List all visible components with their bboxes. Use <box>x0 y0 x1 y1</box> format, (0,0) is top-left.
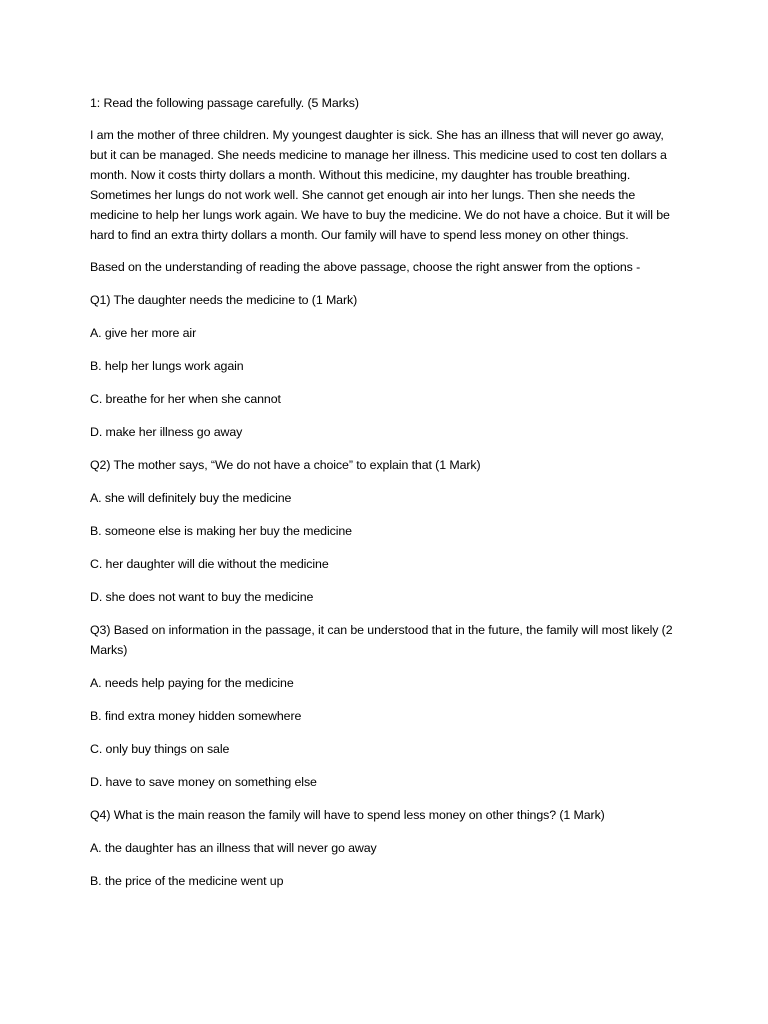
question-4-option-b: B. the price of the medicine went up <box>90 874 284 888</box>
question-2-option-b: B. someone else is making her buy the medicine <box>90 524 352 538</box>
question-4: Q4) What is the main reason the family will have to spend less money on other things? (1 Mark) <box>90 808 605 822</box>
question-1-option-c: C. breathe for her when she cannot <box>90 392 281 406</box>
document-body <box>90 93 680 891</box>
reading-passage: I am the mother of three children. My youngest daughter is sick. She has an illness that will never go away, but it can be managed. She needs medicine to manage her illness. This medicine used to cost ten dollars a month. Now it costs thirty dollars a month. Without this medicine, my daughter has trouble breathing. Sometimes her lungs do not work well. She cannot get enough air into her lungs. Then she needs the medicine to help her lungs work again. We have to buy the medicine. We do not have a choice. But it will be hard to find an extra thirty dollars a month. Our family will have to spend less money on other things. <box>90 128 670 242</box>
question-2-option-a: A. she will definitely buy the medicine <box>90 491 292 505</box>
instruction-text: Based on the understanding of reading the above passage, choose the right answer from the options - <box>90 260 641 274</box>
question-2-option-d: D. she does not want to buy the medicine <box>90 590 314 604</box>
question-3-option-a: A. needs help paying for the medicine <box>90 676 294 690</box>
question-2-option-c: C. her daughter will die without the medicine <box>90 557 329 571</box>
question-4-option-a: A. the daughter has an illness that will never go away <box>90 841 377 855</box>
question-3-option-c: C. only buy things on sale <box>90 742 230 756</box>
question-1-option-a: A. give her more air <box>90 326 197 340</box>
question-1: Q1) The daughter needs the medicine to (1 Mark) <box>90 293 358 307</box>
question-1-option-d: D. make her illness go away <box>90 425 243 439</box>
question-3: Q3) Based on information in the passage, it can be understood that in the future, the family will most likely (2 Marks) <box>90 623 673 657</box>
question-1-option-b: B. help her lungs work again <box>90 359 244 373</box>
question-3-option-b: B. find extra money hidden somewhere <box>90 709 302 723</box>
question-2: Q2) The mother says, “We do not have a choice” to explain that (1 Mark) <box>90 458 481 472</box>
question-3-option-d: D. have to save money on something else <box>90 775 317 789</box>
section-heading: 1: Read the following passage carefully. (5 Marks) <box>90 96 359 110</box>
